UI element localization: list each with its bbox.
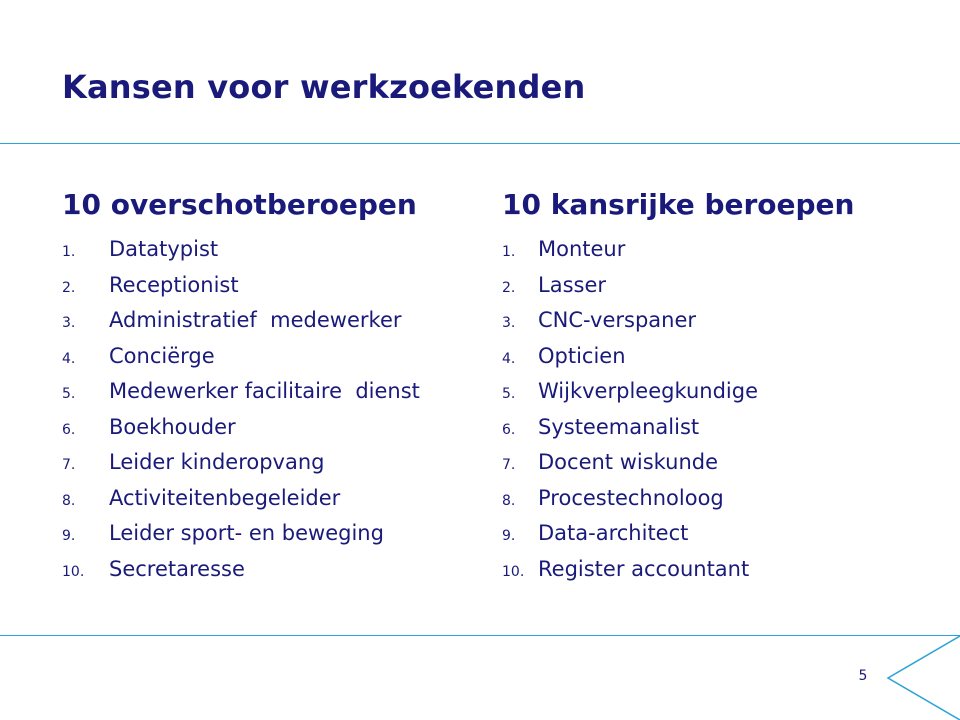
list-item xyxy=(62,308,482,344)
list-item xyxy=(62,379,482,415)
item-number: 4. xyxy=(502,350,516,367)
right-column-heading: 10 kansrijke beroepen xyxy=(502,188,855,221)
item-text: Leider sport- en beweging xyxy=(109,521,384,545)
item-number: 2. xyxy=(502,279,516,296)
item-number: 1. xyxy=(502,244,516,260)
page-number: 5 xyxy=(858,668,868,684)
list-item xyxy=(62,521,482,557)
list-item xyxy=(502,308,942,344)
item-number: 3. xyxy=(62,315,76,331)
item-number: 5. xyxy=(502,386,516,402)
list-item xyxy=(62,237,482,273)
list-item xyxy=(502,344,942,380)
item-number: 6. xyxy=(62,421,76,438)
item-number: 3. xyxy=(502,315,516,331)
item-number: 9. xyxy=(62,528,76,544)
item-number: 5. xyxy=(62,386,76,402)
left-column-heading: 10 overschotberoepen xyxy=(62,188,417,221)
item-text: CNC-verspaner xyxy=(538,308,697,332)
list-item xyxy=(62,344,482,380)
item-text: Register accountant xyxy=(538,556,750,581)
list-item xyxy=(502,486,942,522)
item-text: Systeemanalist xyxy=(538,414,700,439)
item-number: 7. xyxy=(62,457,76,473)
list-item xyxy=(502,237,942,273)
overschot-list xyxy=(62,237,482,592)
list-item xyxy=(502,379,942,415)
item-text: Datatypist xyxy=(109,237,219,261)
item-text: Wijkverpleegkundige xyxy=(538,379,758,403)
item-number: 10. xyxy=(502,563,525,580)
item-text: Secretaresse xyxy=(109,556,245,581)
list-item xyxy=(62,557,482,593)
list-item xyxy=(62,273,482,309)
right-column xyxy=(502,188,942,592)
item-text: Procestechnoloog xyxy=(538,485,724,510)
kansrijk-list xyxy=(502,237,942,592)
item-text: Conciërge xyxy=(109,343,215,368)
item-number: 2. xyxy=(62,279,76,296)
item-text: Docent wiskunde xyxy=(538,450,719,474)
list-item xyxy=(62,450,482,486)
item-number: 8. xyxy=(62,492,76,509)
list-item xyxy=(502,557,942,593)
slide-title: Kansen voor werkzoekenden xyxy=(62,68,586,106)
item-text: Boekhouder xyxy=(109,414,236,439)
item-number: 1. xyxy=(62,244,76,260)
title-divider xyxy=(0,143,960,144)
item-number: 4. xyxy=(62,350,76,367)
item-number: 6. xyxy=(502,421,516,438)
list-item xyxy=(502,521,942,557)
item-number: 7. xyxy=(502,457,516,473)
item-text: Monteur xyxy=(538,237,626,261)
footer-divider xyxy=(0,635,960,636)
list-item xyxy=(62,415,482,451)
list-item xyxy=(502,273,942,309)
item-number: 10. xyxy=(62,563,85,580)
item-text: Data-architect xyxy=(538,521,689,545)
item-text: Opticien xyxy=(538,343,626,368)
item-text: Medewerker facilitaire dienst xyxy=(109,379,420,403)
item-number: 8. xyxy=(502,492,516,509)
list-item xyxy=(502,450,942,486)
item-text: Lasser xyxy=(538,272,607,297)
item-number: 9. xyxy=(502,528,516,544)
item-text: Administratief medewerker xyxy=(109,308,402,332)
item-text: Receptionist xyxy=(109,272,239,297)
list-item xyxy=(502,415,942,451)
list-item xyxy=(62,486,482,522)
chevron-left-outline-icon xyxy=(880,636,960,720)
item-text: Activiteitenbegeleider xyxy=(109,485,341,510)
left-column xyxy=(62,188,482,592)
item-text: Leider kinderopvang xyxy=(109,450,325,474)
